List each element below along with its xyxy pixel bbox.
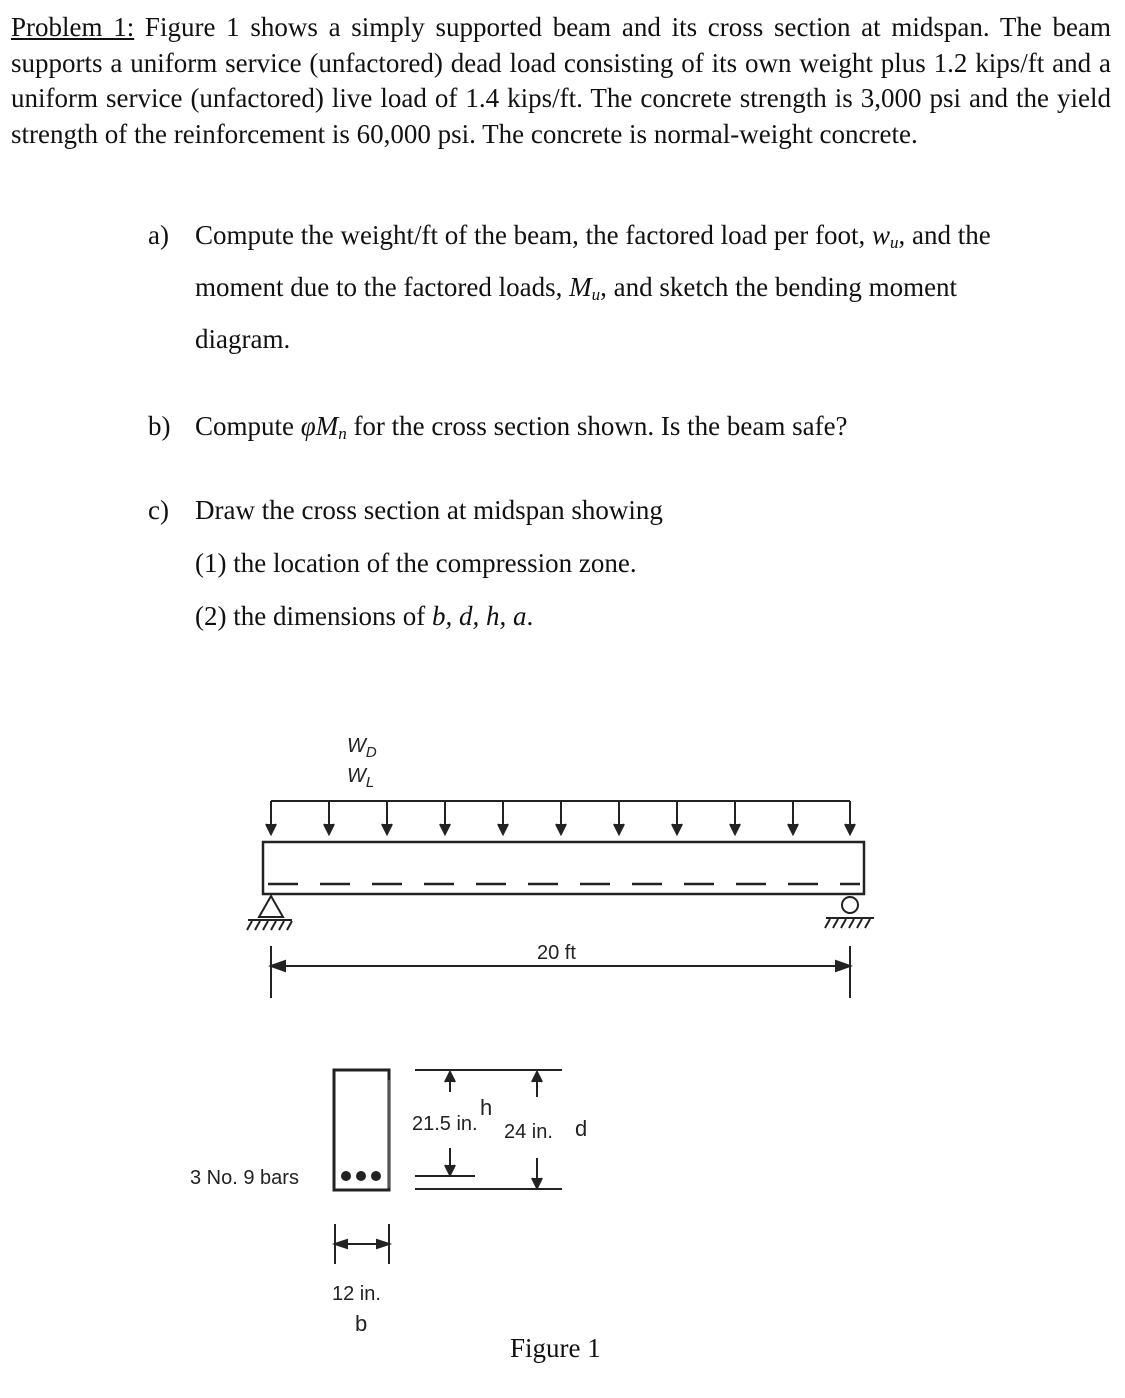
- problem-label: Problem 1:: [11, 12, 135, 42]
- bars-label: 3 No. 9 bars: [190, 1167, 299, 1189]
- span-label: 20 ft: [537, 942, 576, 964]
- rebar: [356, 1171, 366, 1181]
- beam: [263, 842, 864, 894]
- question-b-text: Compute $\varphi M_n$ for the cross section shown. Is the beam safe?: [195, 411, 848, 443]
- width-dimension: [335, 1224, 389, 1264]
- dead-load-label: $W_D$: [347, 735, 377, 761]
- rebar-group: [341, 1171, 381, 1181]
- question-c-line-3: (2) the dimensions of b, d, h, a.: [195, 601, 534, 631]
- question-c-line-1: Draw the cross section at midspan showing: [195, 495, 663, 525]
- question-a-line-2: moment due to the factored loads, $M_u$, and sketch the bending moment: [195, 272, 958, 304]
- question-c-letter: c): [148, 495, 169, 525]
- problem-text: Figure 1 shows a simply supported beam and its cross section at midspan. The beam supports a uniform service (unfactored) dead load consisting of its own weight plus 1.2 kips/ft and a uniform service (unfactored) live load of 1.4 kips/ft. The concrete strength is 3,000 psi and the yield strength of the reinforcement is 60,000 psi. The concrete is normal-weight concrete.: [11, 12, 1112, 149]
- question-a-letter: a): [148, 220, 169, 250]
- live-load-label: $W_L$: [347, 765, 375, 791]
- depth-note: d: [575, 1116, 588, 1141]
- question-b-letter: b): [148, 411, 171, 441]
- right-roller-support: [825, 897, 874, 928]
- left-pin-support: [247, 896, 292, 930]
- load-arrows: [266, 801, 855, 834]
- question-a-line-3: diagram.: [195, 324, 291, 354]
- rebar: [341, 1171, 351, 1181]
- height-label: 21.5 in.: [412, 1113, 478, 1135]
- height-note: h: [480, 1095, 493, 1120]
- distributed-load: [266, 801, 855, 834]
- width-label: 12 in.: [332, 1283, 381, 1305]
- figure-caption: Figure 1: [510, 1333, 601, 1363]
- depth-label: 24 in.: [504, 1121, 553, 1143]
- question-c-line-2: (1) the location of the compression zone.: [195, 548, 637, 578]
- width-note: b: [355, 1311, 368, 1336]
- question-a-line-1: Compute the weight/ft of the beam, the factored load per foot, $w_u$, and the: [195, 220, 991, 252]
- rebar: [371, 1171, 381, 1181]
